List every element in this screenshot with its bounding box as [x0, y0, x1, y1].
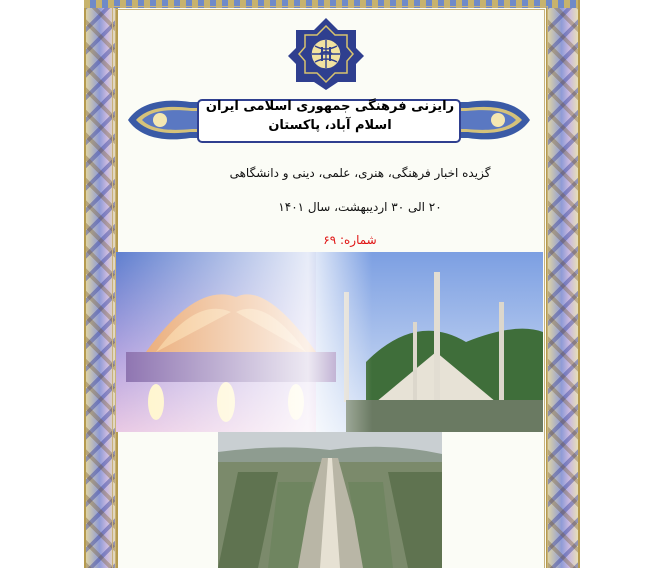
issue-number: شماره: ۶۹ — [323, 233, 377, 247]
photo-collage-monument-mosque — [116, 252, 543, 432]
header-line-2: اسلام آباد، پاکستان — [268, 118, 392, 133]
subtitle: گزیده اخبار فرهنگی، هنری، علمی، دینی و دانشگاهی — [229, 166, 491, 180]
photo-aerial-city — [218, 432, 442, 568]
header-line-1: رایزنی فرهنگی جمهوری اسلامی ایران — [205, 99, 455, 114]
organization-logo — [286, 16, 366, 92]
right-ornamental-border — [546, 0, 580, 568]
header-title — [195, 97, 465, 135]
date-range: ۲۰ الی ۳۰ اردیبهشت، سال ۱۴۰۱ — [278, 200, 442, 214]
